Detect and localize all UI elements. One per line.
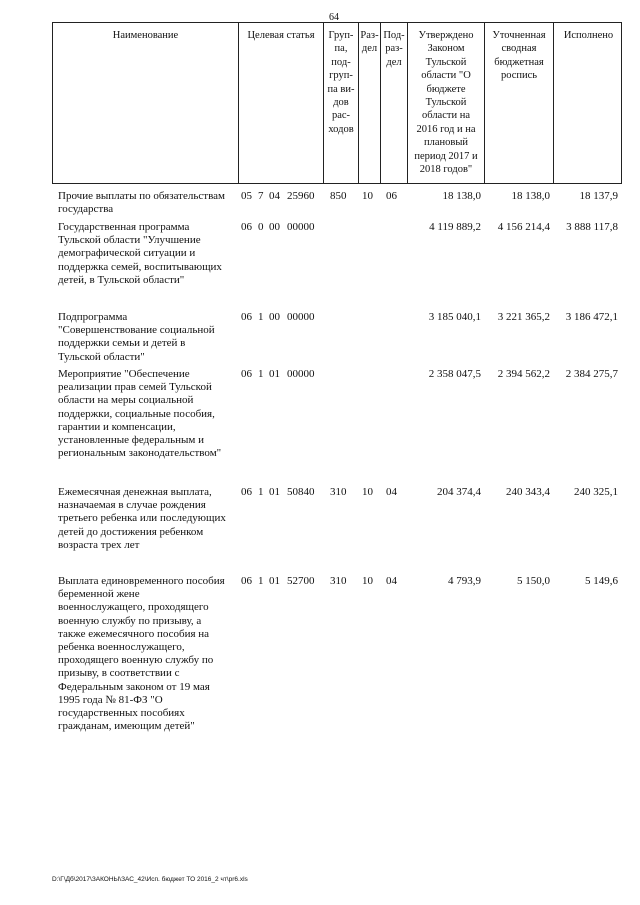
row-name: Мероприятие "Обеспечение реализации прав семей Тульской области на меры социальной поддержки, социальные пособия, гарантии и компенсации, установленные федеральным и региональным законодательством" — [58, 368, 222, 460]
subsection: 06 — [386, 190, 397, 202]
code-4: 52700 — [287, 575, 315, 587]
approved: 3 185 040,1 — [428, 311, 481, 323]
section: 10 — [362, 575, 373, 587]
code-2: 1 — [258, 311, 264, 323]
code-2: 7 — [258, 190, 264, 202]
executed: 5 149,6 — [585, 575, 618, 587]
file-path-footer: D:\Г\Дб\2017\ЗАКОНЫ\ЗАС_42\Исп. бюджет ТО 2016_2 чт\pr6.xls — [52, 876, 248, 883]
code-2: 1 — [258, 368, 264, 380]
header-subsection: Под- раз- дел — [381, 23, 408, 183]
code-2: 1 — [258, 486, 264, 498]
refined: 2 394 562,2 — [497, 368, 550, 380]
table-header — [52, 22, 622, 184]
subsection: 04 — [386, 575, 397, 587]
refined: 4 156 214,4 — [497, 221, 550, 233]
code-4: 50840 — [287, 486, 315, 498]
code-2: 0 — [258, 221, 264, 233]
approved: 4 119 889,2 — [429, 221, 481, 233]
refined: 18 138,0 — [511, 190, 550, 202]
code-3: 01 — [269, 368, 280, 380]
section: 10 — [362, 486, 373, 498]
header-executed: Исполнено — [563, 30, 614, 41]
approved: 204 374,4 — [437, 486, 481, 498]
refined: 240 343,4 — [506, 486, 550, 498]
code-3: 01 — [269, 486, 280, 498]
row-name: Выплата единовременного пособия беременной жене военнослужащего, проходящего военную службу по призыву, а также ежемесячного пособия на ребенка военнослужащего, проходящего военную службу по призыву, в соответствии с Федеральным законом от 19 мая 1995 года № 81-ФЗ "О государственных пособиях гражданам, имеющим детей" — [58, 575, 225, 733]
row-name: Ежемесячная денежная выплата, назначаемая в случае рождения третьего ребенка или последующих детей до достижения ребенком возраста трех лет — [58, 486, 226, 551]
executed: 3 888 117,8 — [566, 221, 618, 233]
group: 310 — [330, 575, 347, 587]
row-name: Подпрограмма "Совершенствование социальной поддержки семьи и детей в Тульской области" — [58, 311, 215, 363]
executed: 240 325,1 — [574, 486, 618, 498]
header-name: Наименование — [53, 23, 239, 183]
code-3: 04 — [269, 190, 280, 202]
code-4: 00000 — [287, 311, 315, 323]
code-3: 01 — [269, 575, 280, 587]
header-section: Раз- дел — [359, 23, 381, 183]
header-refined: Уточненная сводная бюджетная роспись — [485, 23, 554, 183]
executed: 18 137,9 — [579, 190, 618, 202]
code-1: 06 — [241, 311, 252, 323]
section: 10 — [362, 190, 373, 202]
code-4: 25960 — [287, 190, 315, 202]
code-4: 00000 — [287, 368, 315, 380]
code-4: 00000 — [287, 221, 315, 233]
executed: 2 384 275,7 — [565, 368, 618, 380]
page-number: 64 — [329, 12, 339, 23]
code-1: 06 — [241, 221, 252, 233]
code-1: 06 — [241, 486, 252, 498]
header-approved: Утверждено Законом Тульской области "О бюджете Тульской области на 2016 год и на плановый период 2017 и 2018 годов" — [408, 23, 485, 183]
header-target: Целевая статья — [239, 23, 324, 183]
group: 310 — [330, 486, 347, 498]
row-name: Государственная программа Тульской области "Улучшение демографической ситуации и поддержка семей, воспитывающих детей, в Тульской области" — [58, 221, 222, 286]
code-2: 1 — [258, 575, 264, 587]
approved: 4 793,9 — [448, 575, 481, 587]
executed: 3 186 472,1 — [565, 311, 618, 323]
code-1: 06 — [241, 368, 252, 380]
code-3: 00 — [269, 311, 280, 323]
group: 850 — [330, 190, 347, 202]
code-3: 00 — [269, 221, 280, 233]
refined: 5 150,0 — [517, 575, 550, 587]
refined: 3 221 365,2 — [497, 311, 550, 323]
code-1: 06 — [241, 575, 252, 587]
subsection: 04 — [386, 486, 397, 498]
row-name: Прочие выплаты по обязательствам государства — [58, 190, 225, 216]
header-group: Груп- па, под- груп- па ви- дов рас- ходов — [324, 23, 359, 183]
approved: 2 358 047,5 — [428, 368, 481, 380]
approved: 18 138,0 — [442, 190, 481, 202]
code-1: 05 — [241, 190, 252, 202]
